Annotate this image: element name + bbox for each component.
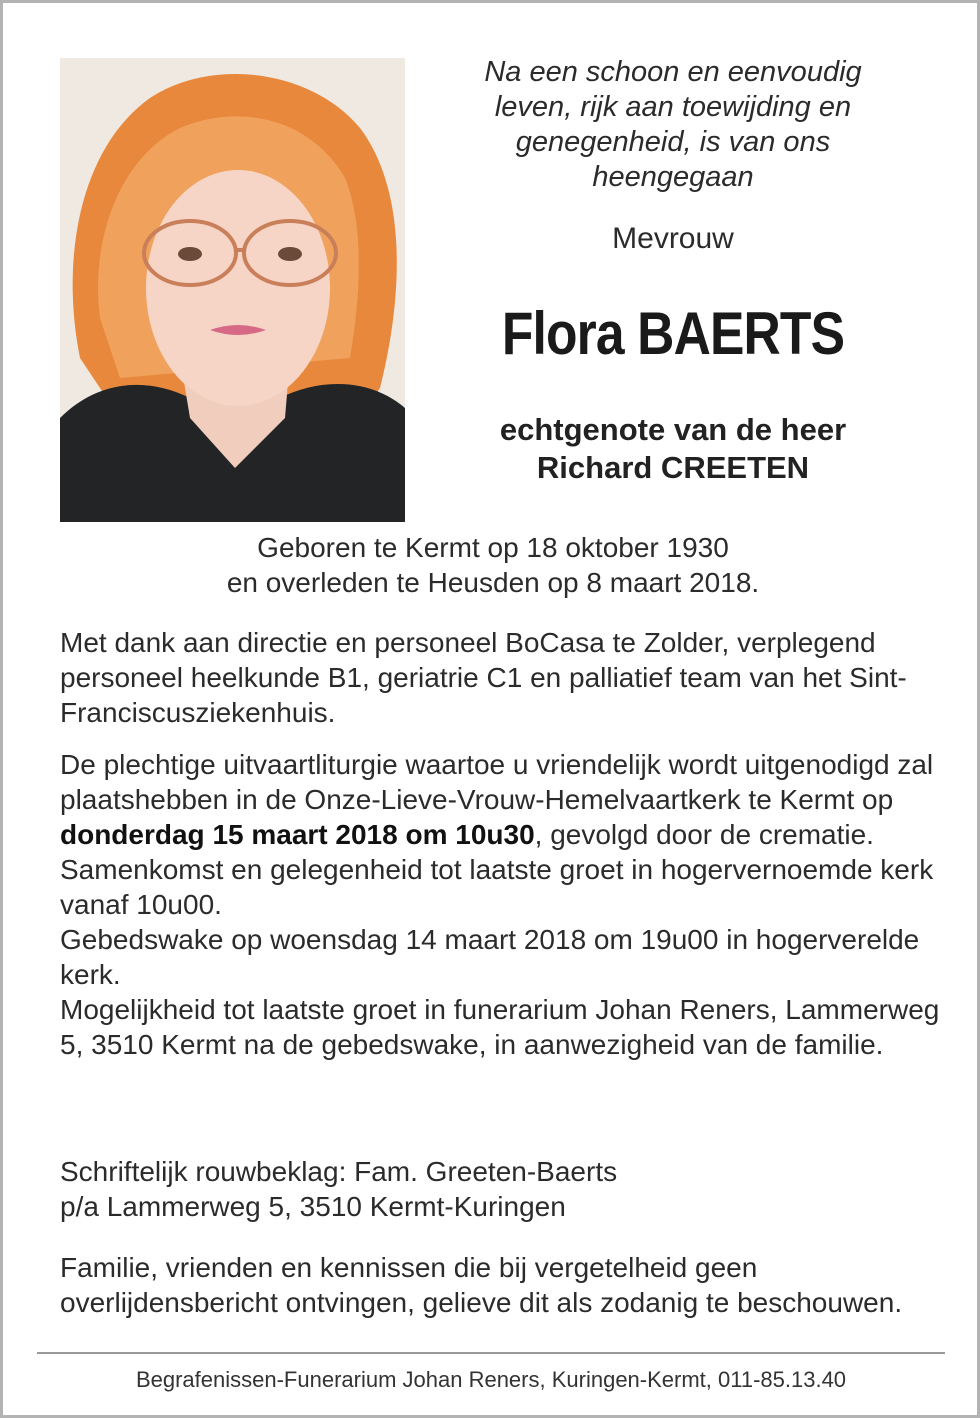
portrait-illustration bbox=[60, 58, 405, 522]
funeral-home-footer: Begrafenissen-Funerarium Johan Reners, Kuringen-Kermt, 011-85.13.40 bbox=[135, 1367, 847, 1392]
ceremony-date: donderdag 15 maart 2018 om 10u30 bbox=[60, 819, 535, 850]
ceremony-paragraph bbox=[60, 747, 940, 1062]
dates-block bbox=[63, 530, 923, 600]
spouse-line-2: Richard CREETEN bbox=[536, 450, 810, 485]
spouse-line-1: echtgenote van de heer bbox=[499, 412, 847, 447]
deceased-name: Flora BAERTS bbox=[501, 300, 845, 367]
wake-text: Gebedswake op woensdag 14 maart 2018 om 19u00 in hogerverelde kerk. bbox=[60, 924, 920, 990]
portrait-photo bbox=[60, 58, 405, 522]
birth-line: Geboren te Kermt op 18 oktober 1930 bbox=[257, 532, 729, 563]
ceremony-text-before: De plechtige uitvaartliturgie waartoe u vriendelijk wordt uitgenodigd zal plaatshebben in de Onze-Lieve-Vrouw-Hemelvaartkerk te Kermt op bbox=[60, 749, 934, 815]
condolence-line-1: Schriftelijk rouwbeklag: Fam. Greeten-Baerts bbox=[60, 1156, 618, 1187]
death-line: en overleden te Heusden op 8 maart 2018. bbox=[226, 567, 760, 598]
condolence-paragraph bbox=[60, 1154, 940, 1224]
footer-divider bbox=[37, 1352, 945, 1354]
condolence-line-2: p/a Lammerweg 5, 3510 Kermt-Kuringen bbox=[60, 1191, 566, 1222]
intro-text: Na een schoon en eenvoudig leven, rijk aan toewijding en genegenheid, is van ons heengegaan bbox=[484, 56, 862, 193]
spouse-block bbox=[433, 411, 913, 487]
thanks-paragraph: Met dank aan directie en personeel BoCasa te Zolder, verplegend personeel heelkunde B1, geriatrie C1 en palliatief team van het Sint-Franciscusziekenhuis. bbox=[60, 627, 907, 728]
gathering-text: Samenkomst en gelegenheid tot laatste groet in hogervernoemde kerk vanaf 10u00. bbox=[60, 854, 934, 920]
ceremony-text-after: , gevolgd door de crematie. bbox=[534, 819, 874, 850]
title-prefix: Mevrouw bbox=[612, 222, 734, 255]
viewing-text: Mogelijkheid tot laatste groet in funerarium Johan Reners, Lammerweg 5, 3510 Kermt na de gebedswake, in aanwezigheid van de familie. bbox=[60, 994, 940, 1060]
family-note: Familie, vrienden en kennissen die bij vergetelheid geen overlijdensbericht ontvingen, gelieve dit als zodanig te beschouwen. bbox=[60, 1252, 903, 1318]
